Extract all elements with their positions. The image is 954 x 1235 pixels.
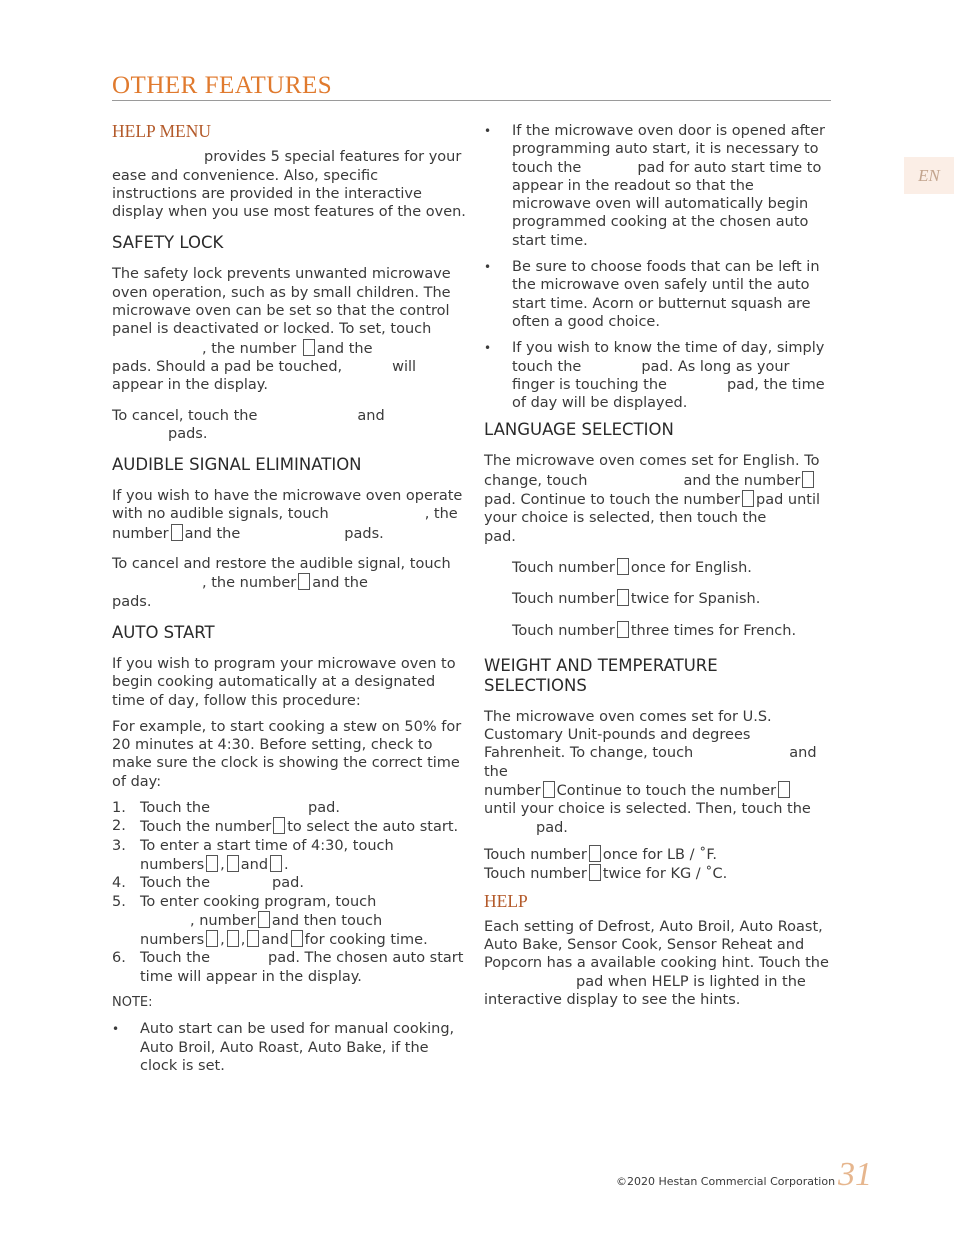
number-key-box [171, 524, 183, 541]
number-key-box [227, 930, 239, 947]
list-item: • If the microwave oven door is opened after programming auto start, it is necessary to touch the pad for auto start time to appear in the readout so that the microwave oven will automatically begin programmed cooking at the chosen auto start time. [484, 123, 825, 249]
number-key-box [617, 589, 629, 606]
safety-lock-cancel: To cancel, touch the and pads. [112, 407, 385, 442]
bullet-icon: • [112, 1022, 120, 1037]
number-key-box [227, 855, 239, 872]
help-paragraph: Each setting of Defrost, Auto Broil, Auto Roast, Auto Bake, Sensor Cook, Sensor Reheat and Popcorn has a available cooking hint. Touch the pad when HELP is lighted in the interactive display to see the hints. [484, 918, 829, 1008]
copyright-text: ©2020 Hestan Commercial Corporation [616, 1175, 836, 1188]
language-tab: EN [904, 157, 954, 194]
number-key-box [742, 490, 754, 507]
number-key-box [543, 781, 555, 798]
right-column [484, 122, 834, 1009]
number-key-box [247, 930, 259, 947]
audible-signal-paragraph: If you wish to have the microwave oven operate with no audible signals, touch , the number and the pads. [112, 488, 463, 542]
number-key-box [778, 781, 790, 798]
language-option-french: Touch number three times for French. [512, 622, 797, 639]
number-key-box [206, 930, 218, 947]
help-menu-paragraph: provides 5 special features for your ease and convenience. Also, specific instructions are provided in the interactive display when you use most features of the oven. [112, 149, 466, 221]
audible-signal-heading: AUDIBLE SIGNAL ELIMINATION [112, 455, 362, 475]
number-key-box [273, 817, 285, 834]
list-item: • Be sure to choose foods that can be left in the microwave oven safely until the auto start time. Acorn or butternut squash are often a good choice. [484, 259, 820, 330]
weight-option-kg: Touch number twice for KG / ˚C. [484, 866, 728, 883]
audible-signal-cancel: To cancel and restore the audible signal, touch , the number and the pads. [112, 556, 451, 610]
safety-lock-heading: SAFETY LOCK [112, 233, 224, 253]
auto-start-steps [112, 799, 467, 986]
number-key-box [589, 845, 601, 862]
language-option-english: Touch number once for English. [512, 559, 752, 576]
language-selection-paragraph: The microwave oven comes set for English. To change, touch and the number pad. Continue to touch the number pad until your choice is selected, then touch the pad. [484, 453, 821, 545]
number-key-box [291, 930, 303, 947]
page-number: 31 [838, 1156, 872, 1193]
note-label: NOTE: [112, 994, 153, 1010]
bullet-icon: • [484, 341, 492, 356]
list-item: 5. To enter cooking program, touch , number and then touch numbers , , and for cooking time. [112, 893, 428, 949]
list-item: • If you wish to know the time of day, simply touch the pad. As long as your finger is touching the pad, the time of day will be displayed. [484, 340, 825, 412]
weight-temperature-paragraph: The microwave oven comes set for U.S. Customary Unit-pounds and degrees Fahrenheit. To change, touch and the number Continue to touch the number until your choice is selected. Then, touch the pad. [484, 708, 817, 836]
page-title: OTHER FEATURES [112, 72, 333, 99]
list-item: • Auto start can be used for manual cooking, Auto Broil, Auto Roast, Auto Bake, if the clock is set. [112, 1021, 455, 1074]
bullet-icon: • [484, 124, 492, 138]
number-key-box [802, 471, 814, 488]
left-column [112, 122, 467, 1075]
list-item: 1. Touch the pad. [112, 800, 340, 817]
number-key-box [589, 864, 601, 881]
auto-start-intro: If you wish to program your microwave oven to begin cooking automatically at a designated time of day, follow this procedure: [112, 655, 456, 709]
number-key-box [270, 855, 282, 872]
bullet-icon: • [484, 260, 492, 275]
number-key-box [298, 573, 310, 590]
weight-option-lb: Touch number once for LB / ˚F. [484, 846, 717, 863]
auto-start-heading: AUTO START [112, 622, 215, 642]
number-key-box [303, 339, 315, 356]
list-item: 2. Touch the number to select the auto start. [112, 818, 459, 836]
auto-start-example: For example, to start cooking a stew on 50% for 20 minutes at 4:30. Before setting, check to make sure the clock is showing the correct time of day: [112, 718, 462, 790]
list-item: 6. Touch the pad. The chosen auto start time will appear in the display. [112, 950, 464, 985]
title-divider [112, 100, 831, 101]
help-menu-heading: HELP MENU [112, 121, 212, 141]
number-key-box [617, 558, 629, 575]
number-key-box [617, 621, 629, 638]
language-selection-heading: LANGUAGE SELECTION [484, 420, 674, 440]
help-heading: HELP [484, 890, 528, 911]
weight-temperature-heading: WEIGHT AND TEMPERATURE SELECTIONS [484, 655, 718, 695]
list-item: 3. To enter a start time of 4:30, touch numbers , and . [112, 837, 394, 873]
safety-lock-paragraph: The safety lock prevents unwanted microwave oven operation, such as by small children. The microwave oven can be set so that the control panel is deactivated or locked. To set, touch , the number and the pads. Should a pad be touched, will appear in the display. [112, 266, 451, 394]
number-key-box [206, 855, 218, 872]
language-option-spanish: Touch number twice for Spanish. [512, 591, 761, 608]
list-item: 4. Touch the pad. [112, 875, 304, 892]
number-key-box [258, 911, 270, 928]
